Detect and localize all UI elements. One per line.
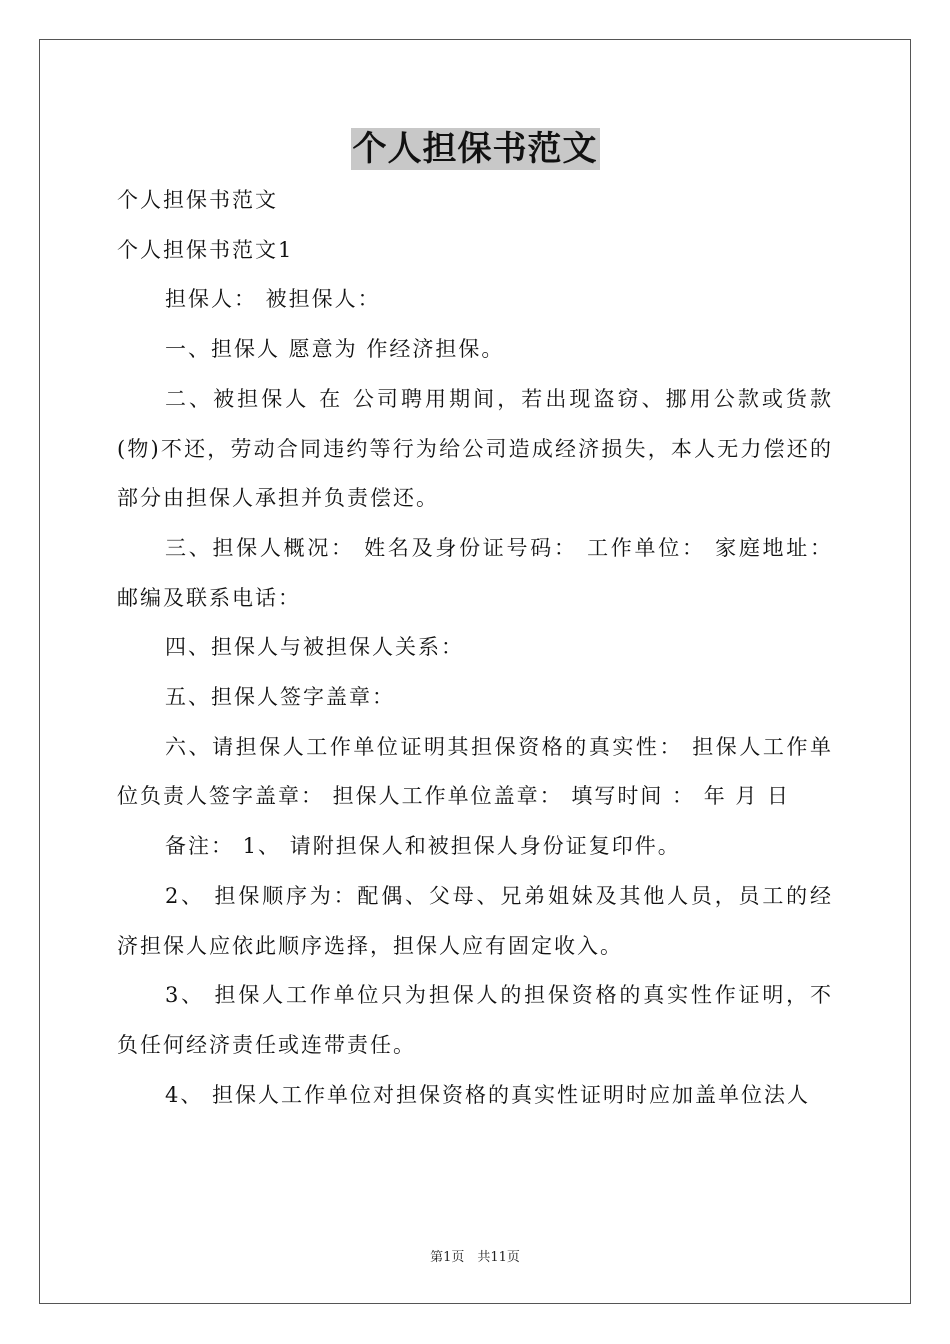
paragraph-subheading: 个人担保书范文1: [117, 237, 294, 262]
paragraph-note-3: 3、 担保人工作单位只为担保人的担保资格的真实性作证明，不负任何经济责任或连带责任。: [117, 983, 833, 1057]
paragraph-parties: 担保人： 被担保人：: [165, 287, 381, 312]
paragraph-clause-4: 四、担保人与被担保人关系：: [165, 635, 464, 660]
paragraph-clause-1: 一、担保人 愿意为 作经济担保。: [165, 337, 505, 362]
paragraph-clause-5: 五、担保人签字盖章：: [165, 685, 395, 710]
title-container: [0, 128, 950, 170]
paragraph-clause-2: 二、被担保人 在 公司聘用期间，若出现盗窃、挪用公款或货款(物)不还，劳动合同违约等行为给公司造成经济损失，本人无力偿还的部分由担保人承担并负责偿还。: [117, 386, 833, 511]
paragraph-note-1: 备注： 1、 请附担保人和被担保人身份证复印件。: [165, 834, 681, 859]
paragraph-note-4: 4、 担保人工作单位对担保资格的真实性证明时应加盖单位法人: [165, 1082, 811, 1107]
paragraph-heading: 个人担保书范文: [117, 188, 278, 212]
document-body: [117, 176, 833, 1120]
paragraph-clause-3: 三、担保人概况： 姓名及身份证号码： 工作单位： 家庭地址： 邮编及联系电话：: [117, 535, 833, 610]
page-footer: 第1页 共11页: [430, 1250, 520, 1265]
paragraph-note-2: 2、 担保顺序为：配偶、父母、兄弟姐妹及其他人员，员工的经济担保人应依此顺序选择，担保人应有固定收入。: [117, 883, 833, 958]
paragraph-clause-6: 六、请担保人工作单位证明其担保资格的真实性： 担保人工作单位负责人签字盖章： 担保人工作单位盖章： 填写时间 ： 年 月 日: [117, 734, 833, 809]
document-title: 个人担保书范文: [352, 129, 598, 169]
